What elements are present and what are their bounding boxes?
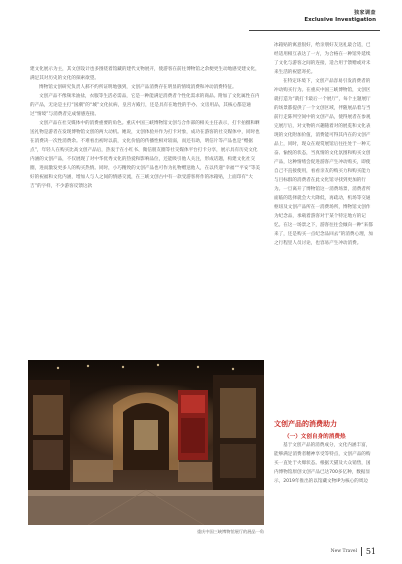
photo-caption: 重庆中国三峡博物馆展厅的展品一角	[196, 529, 264, 534]
right-text-column	[274, 41, 373, 248]
section-header	[304, 9, 376, 23]
page-number: 51	[365, 547, 376, 556]
header-rule	[249, 30, 380, 31]
paragraph: 文创产品不像频米油盐，衣服等生活必需品，它是一种能满足消费者个性化需求的商品。附加了文化属性在内的产品，无论是主打“国潮”的“城”文化抗病，皇宫方殿行，还是具有在地性的手办、文房用品，其核心都是通过“情境”与消费者完成情感连接。	[30, 94, 260, 117]
paragraph: 文创产品在社交媒体中的消费重要的角色。重庆中国三峡博物馆文创与合作部的相关主任表示，打卡拍摄和晒送礼物是游者在发现博物馆文创的两大动机。她说，文创体验并作为打卡对象，成功在游客的社交媒体中，同时也在消费决一次性消费余。不难看出初时以前，文化价值的传播性相对较弱，而还有助，明信片等产品也是“赠据点”，年轻人在购买比高文创产品后，热衷于在小红书、微信朋友圈等社交媒体平台打卡分享，展示具有历史文化内涵的文创产品，不仅展现了对中华优秀文化的热爱和影响品位，还能吸引他人关注，形成话题，构建文化社交圈，进而激发更多人的购买热情。同时，小巧精致的文创产品也可作为礼物赠送他人，在以传递“幸福““平安”等美好的祝福和文化内涵，增加人与人之间的情感交流，在三峡文创古中有一款受游客将作的冰箱贴，上面印有“大吉”的字样，不少游客反馈这款	[30, 121, 261, 189]
magazine-name: New Travel	[330, 549, 358, 554]
left-text-column	[30, 65, 262, 191]
section-title: 文创产品的消费助力	[274, 420, 337, 428]
museum-exhibit-photo	[28, 360, 264, 525]
section-subtitle: （一）文创自身的消费热	[284, 434, 346, 440]
section-label-en: Exclusive Investigation	[304, 17, 376, 23]
section-text-column	[274, 441, 373, 486]
paragraph: 在特定环境下，文创产品容易引发消费者的冲动购买行为。在重庆中国三峡博物馆，文创区就打造为“就打卡最后一个展厅”，每个主题展厅的场景都提供了一个文创区域，伴随展品着与当前行走陈列空间中的文创产品，使得展者在参观完展厅后，对文物的兴趣随着对的展览和文化表现的文化附加价值，消费能可得其内在的文创产品上，同时，现众在观赏展馆后往往处于一种亢奋、愉悦的状态，当真情的文化氛围和购买文创产品，这种情绪会促进游客产生冲动购买，即使自己不直接使用，看看亲友的购买力和购买能力与目标群的消费者在此文化馆寻找到更加的行为。一旦离开了博物馆这一消费场景，消费者所面临的选择就会大大降低，再疏动，机场等交通枢纽及文创产品所在一消费场所，博物馆文创作为纪念品，承载着游客对于某个特定地方的记忆。在这一场景之下，游客往往会倾向一种“来都来了，还是购买一点纪念品回去”的消费心理，加之行程里人员讨论，也容易产生冲动消费。	[274, 79, 373, 246]
page-footer	[331, 547, 376, 556]
paragraph: 建文化展示为主，其文创设计也多围绕着馆藏的建代文物展开，使游客在前往博物馆之余便更生动地感受建文化，满足其对历史的文化的探索欲望。	[30, 67, 260, 81]
paragraph: 博物馆文创研究负责人郝不约所证明地强到，文创产品消费存在明显的情境消费和冲动消费特征。	[39, 85, 237, 90]
section-label-cn: 独家调查	[353, 10, 376, 16]
paragraph: 冰箱贴的寓意很好，给亲朋好友送礼最合适，已经适用相互表达了一方，为合格在一种馆外延续了文化与游客之间的连接，适合用于馈赠或对未来生活的祝愿寄托。	[274, 43, 371, 75]
footer-divider	[361, 547, 362, 556]
paragraph: 基于文创产品的消费成分，文化内涵丰富，能够满足消费者精神享受等特点，文创产品的购买一直处于火爆状态。根据天猫及大众销售，国内博物馆原创文创产品已达700多亿种，数据显示，2019年推出的以馆藏文物IP为核心的周边	[274, 443, 371, 484]
